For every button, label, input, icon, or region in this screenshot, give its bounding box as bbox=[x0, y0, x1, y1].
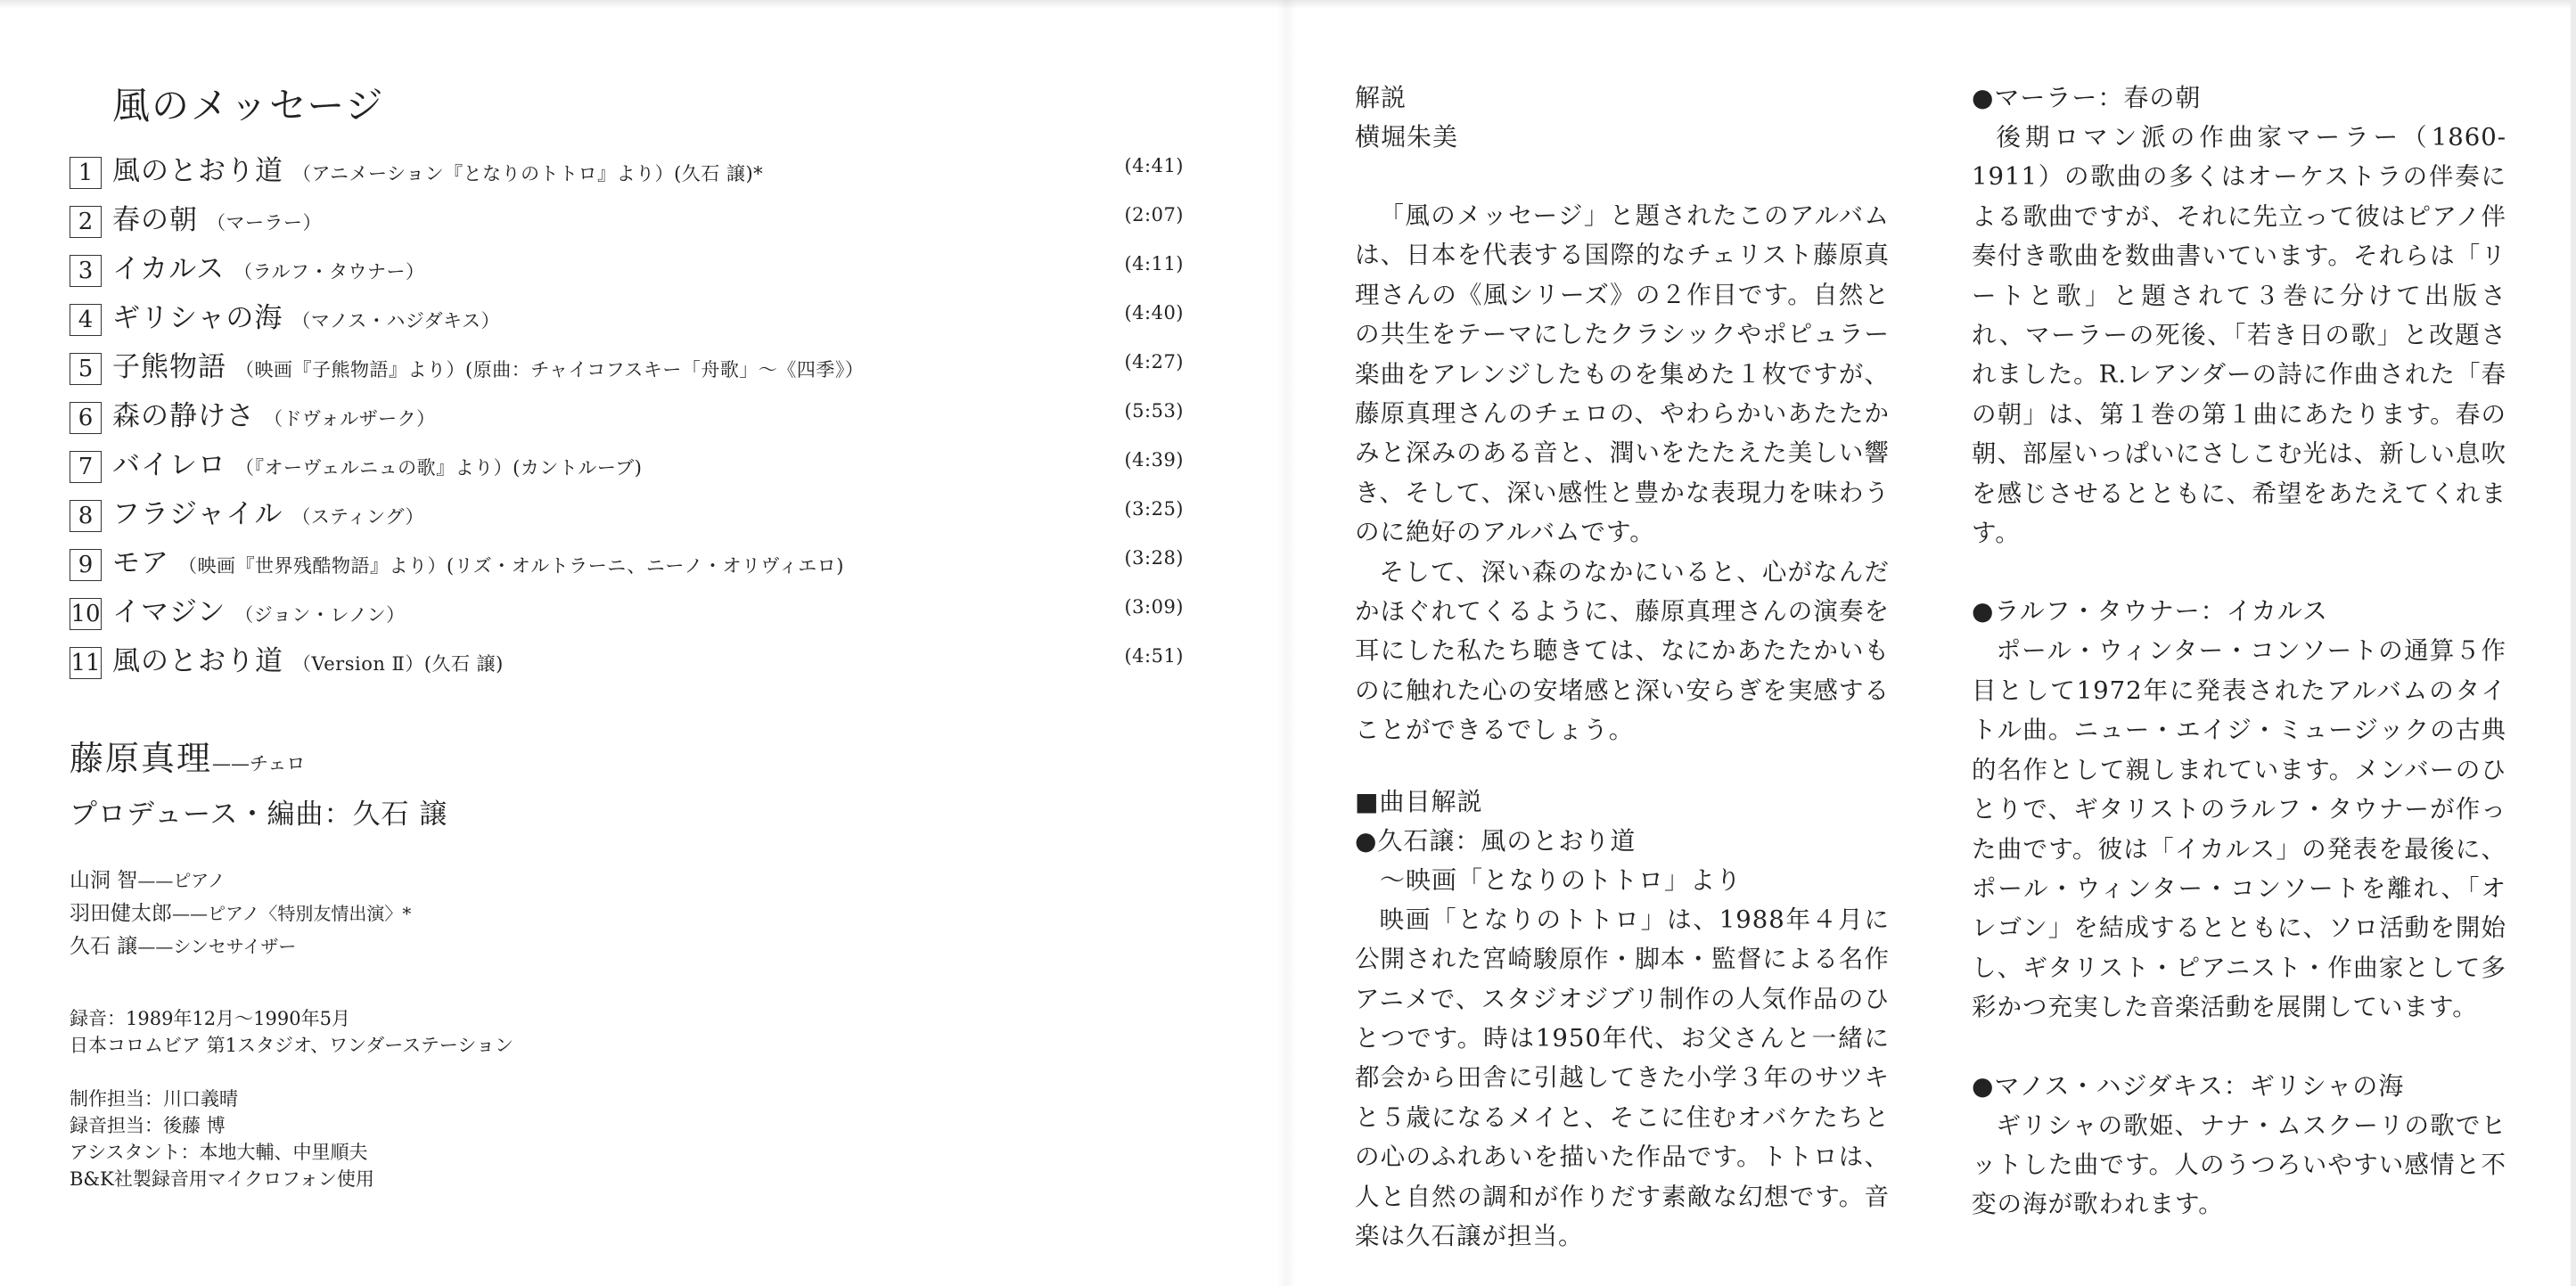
track-item bbox=[70, 540, 1184, 589]
staff-line: 録音担当：後藤 博 bbox=[70, 1115, 226, 1136]
staff-line: アシスタント：本地大輔、中里順夫 bbox=[70, 1142, 368, 1163]
liner-notes-column-1 bbox=[1355, 78, 1890, 1256]
piece-text: 映画「となりのトトロ」は、1988年４月に公開された宮崎駿原作・脚本・監督による名作アニメで、スタジオジブリ制作の人気作品のひとつです。時は1950年代、お父さんと一緒に都会から田舎に引越してきた小学３年のサツキと５歳になるメイと、そこに住むオバケたちとの心のふれあいを描いた作品です。トトロは、人と自然の調和が作りだす素敵な幻想です。音楽は久石譲が担当。 bbox=[1355, 905, 1890, 1250]
staff-credits bbox=[70, 1085, 374, 1192]
track-title: イカルス bbox=[112, 253, 226, 285]
musician-credits bbox=[70, 864, 411, 963]
track-item bbox=[70, 491, 1184, 540]
musician-role: ——ピアノ〈特別友情出演〉* bbox=[172, 903, 412, 924]
piece-text: 後期ロマン派の作曲家マーラー（1860-1911）の歌曲の多くはオーケストラの伴奏による歌曲ですが、それに先立って彼はピアノ伴奏付き歌曲を数曲書いています。それらは「リートと歌」と題されて３巻に分けて出版され、マーラーの死後、「若き日の歌」と改題されました。R.レアンダーの詩に作曲された「春の朝」は、第１巻の第１曲にあたります。春の朝、部屋いっぱいにさしこむ光は、新しい息吹を感じさせるとともに、希望をあたえてくれます。 bbox=[1972, 123, 2506, 548]
track-item bbox=[70, 393, 1184, 442]
track-title: 風のとおり道 bbox=[112, 155, 283, 187]
track-note: （ジョン・レノン） bbox=[234, 604, 406, 626]
album-title: 風のメッセージ bbox=[112, 84, 385, 127]
track-note: （映画『子熊物語』より）(原曲：チャイコフスキー「舟歌」〜《四季》） bbox=[235, 359, 865, 381]
scan-edge-right bbox=[2571, 0, 2576, 1286]
track-number: 11 bbox=[70, 647, 102, 679]
track-title: フラジャイル bbox=[112, 498, 283, 530]
musician-credit bbox=[70, 864, 411, 897]
track-note: （ドヴォルザーク） bbox=[264, 408, 436, 430]
track-duration: (2:07) bbox=[1124, 204, 1184, 225]
track-number: 7 bbox=[70, 451, 102, 483]
musician-name: 羽田健太郎 bbox=[70, 902, 172, 925]
intro-paragraph: 「風のメッセージ」と題されたこのアルバムは、日本を代表する国際的なチェリスト藤原真理さんの《風シリーズ》の２作目です。自然との共生をテーマにしたクラシックやポピュラー楽曲をアレンジしたものを集めた１枚ですが、藤原真理さんのチェロの、やわらかいあたたかみと深みのある音と、潤いをたたえた美しい響き、そして、深い感性と豊かな表現力を味わうのに絶好のアルバムです。 bbox=[1355, 201, 1890, 547]
piece-heading: ●久石譲：風のとおり道 bbox=[1355, 825, 1637, 856]
track-duration: (3:09) bbox=[1124, 596, 1184, 618]
track-item bbox=[70, 638, 1184, 687]
track-item bbox=[70, 344, 1184, 393]
musician-credit bbox=[70, 930, 411, 963]
track-title: イマジン bbox=[112, 596, 226, 628]
liner-notes-column-2 bbox=[1972, 78, 2506, 1225]
performer-role: ——チェロ bbox=[212, 753, 306, 774]
track-duration: (4:41) bbox=[1124, 155, 1184, 176]
producer-credit: プロデュース・編曲：久石 譲 bbox=[70, 799, 448, 831]
performer-name: 藤原真理 bbox=[70, 739, 213, 778]
musician-role: ——シンセサイザー bbox=[137, 936, 297, 957]
track-title: 森の静けさ bbox=[112, 400, 255, 432]
track-item bbox=[70, 246, 1184, 295]
track-duration: (3:25) bbox=[1124, 498, 1184, 520]
track-title: 春の朝 bbox=[112, 204, 198, 236]
track-note: （スティング） bbox=[291, 506, 424, 528]
track-item bbox=[70, 148, 1184, 197]
piece-heading: ●ラルフ・タウナー：イカルス bbox=[1972, 596, 2328, 627]
left-page bbox=[0, 0, 1284, 1286]
staff-line: B&K社製録音用マイクロフォン使用 bbox=[70, 1168, 374, 1190]
track-title: ギリシャの海 bbox=[112, 302, 283, 334]
track-number: 3 bbox=[70, 255, 102, 287]
track-number: 10 bbox=[70, 598, 102, 630]
recording-info bbox=[70, 1005, 513, 1059]
track-duration: (4:51) bbox=[1124, 645, 1184, 667]
track-item bbox=[70, 589, 1184, 638]
track-title: モア bbox=[112, 547, 169, 579]
track-note: （ラルフ・タウナー） bbox=[234, 261, 425, 283]
track-duration: (4:11) bbox=[1124, 253, 1184, 274]
liner-notes-heading: 解説 bbox=[1355, 83, 1407, 112]
track-title: 風のとおり道 bbox=[112, 645, 283, 677]
track-number: 9 bbox=[70, 549, 102, 581]
track-note: （Version Ⅱ）(久石 譲) bbox=[292, 653, 504, 675]
piece-text: ギリシャの歌姫、ナナ・ムスクーリの歌でヒットした曲です。人のうつろいやすい感情と不変の海が歌われます。 bbox=[1972, 1110, 2506, 1219]
track-item bbox=[70, 442, 1184, 491]
recording-line: 録音：1989年12月〜1990年5月 bbox=[70, 1008, 350, 1029]
musician-name: 山洞 智 bbox=[70, 869, 138, 892]
track-note: （『オーヴェルニュの歌』より）(カントルーブ) bbox=[235, 457, 643, 479]
track-note: （マーラー） bbox=[207, 212, 322, 233]
track-title: バイレロ bbox=[112, 449, 226, 481]
track-number: 2 bbox=[70, 206, 102, 238]
piece-heading: ●マノス・ハジダキス：ギリシャの海 bbox=[1972, 1070, 2405, 1101]
staff-line: 制作担当：川口義晴 bbox=[70, 1088, 238, 1110]
track-title: 子熊物語 bbox=[112, 351, 226, 383]
track-commentary-heading: ■曲目解説 bbox=[1355, 786, 1483, 816]
track-list bbox=[70, 148, 1184, 687]
performer-credit bbox=[70, 731, 305, 780]
piece-subheading: 〜映画「となりのトトロ」より bbox=[1380, 864, 1743, 895]
track-number: 1 bbox=[70, 157, 102, 189]
track-duration: (3:28) bbox=[1124, 547, 1184, 569]
piece-heading: ●マーラー：春の朝 bbox=[1972, 83, 2202, 112]
musician-credit bbox=[70, 897, 411, 930]
track-duration: (5:53) bbox=[1124, 400, 1184, 422]
track-note: （映画『世界残酷物語』より）(リズ・オルトラーニ、ニーノ・オリヴィエロ) bbox=[178, 555, 844, 577]
track-number: 5 bbox=[70, 353, 102, 385]
track-item bbox=[70, 295, 1184, 344]
track-number: 8 bbox=[70, 500, 102, 532]
piece-text: ポール・ウィンター・コンソートの通算５作目として1972年に発表されたアルバムのタイトル曲。ニュー・エイジ・ミュージックの古典的名作として親しまれています。メンバーのひとりで、ギタリストのラルフ・タウナーが作った曲です。彼は「イカルス」の発表を最後に、ポール・ウィンター・コンソートを離れ、「オレゴン」を結成するとともに、ソロ活動を開始し、ギタリスト・ピアニスト・作曲家として多彩かつ充実した音楽活動を展開しています。 bbox=[1972, 636, 2506, 1022]
recording-line: 日本コロムビア 第1スタジオ、ワンダーステーション bbox=[70, 1035, 513, 1056]
musician-role: ——ピアノ bbox=[137, 870, 226, 891]
track-duration: (4:27) bbox=[1124, 351, 1184, 373]
track-note: （マノス・ハジダキス） bbox=[291, 310, 501, 332]
track-note: （アニメーション『となりのトトロ』より）(久石 譲)* bbox=[292, 163, 764, 184]
liner-notes-author: 横堀朱美 bbox=[1355, 122, 1459, 152]
track-item bbox=[70, 197, 1184, 246]
track-duration: (4:40) bbox=[1124, 302, 1184, 324]
track-number: 4 bbox=[70, 304, 102, 336]
track-duration: (4:39) bbox=[1124, 449, 1184, 471]
track-number: 6 bbox=[70, 402, 102, 434]
musician-name: 久石 譲 bbox=[70, 935, 138, 958]
intro-paragraph: そして、深い森のなかにいると、心がなんだかほぐれてくるように、藤原真理さんの演奏を耳にした私たち聴きては、なにかあたたかいものに触れた心の安堵感と深い安らぎを実感することができるでしょう。 bbox=[1355, 557, 1890, 745]
